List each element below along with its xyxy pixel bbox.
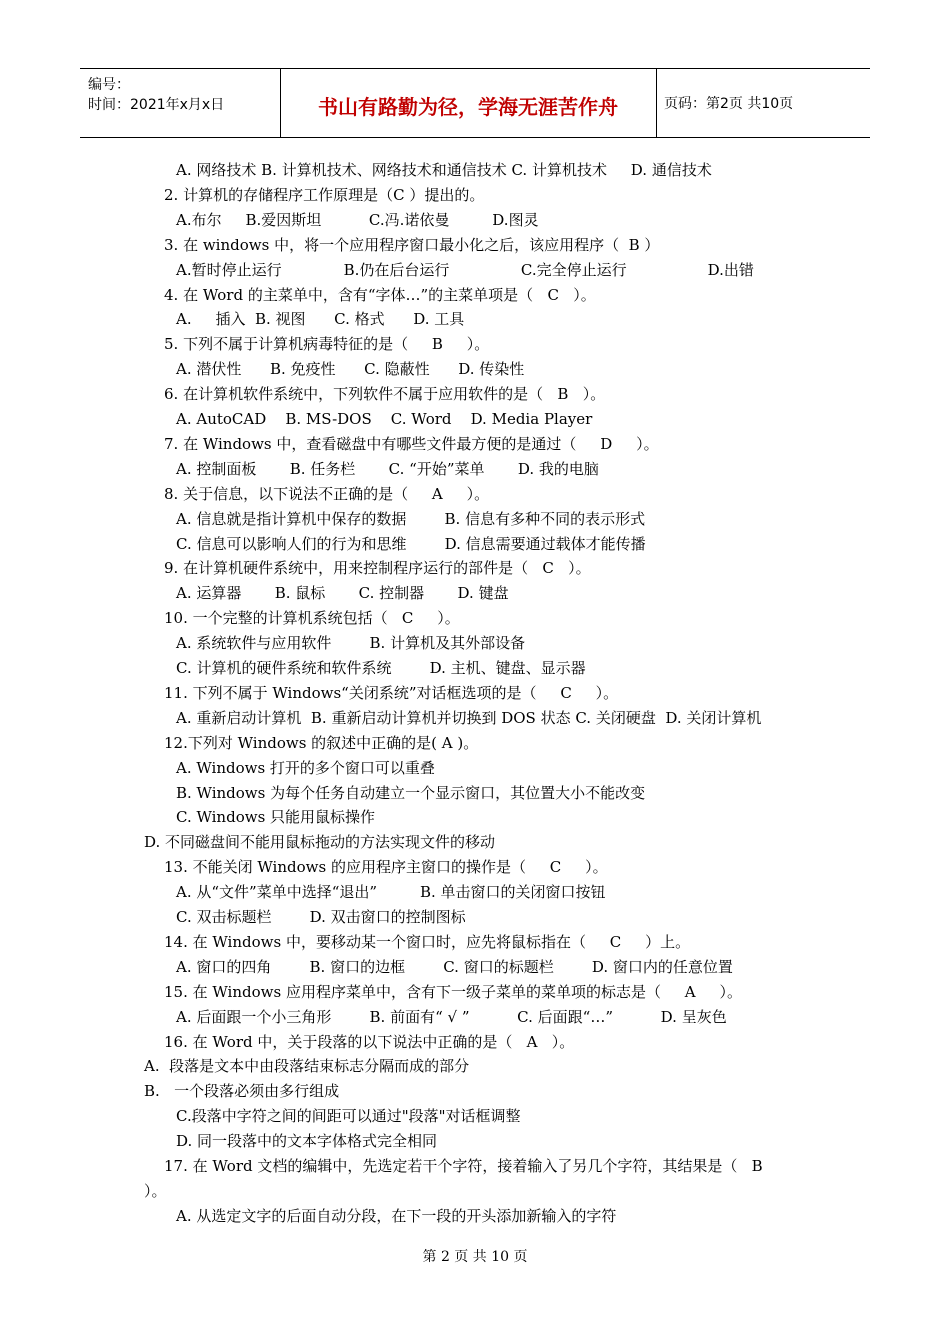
text-line: C. 信息可以影响人们的行为和思维 D. 信息需要通过载体才能传播 [176,534,646,553]
text-line: 3. 在 windows 中，将一个应用程序窗口最小化之后，该应用程序（ B ） [164,235,660,254]
header-meta [88,75,224,115]
text-line: A. 重新启动计算机 B. 重新启动计算机并切换到 DOS 状态 C. 关闭硬盘 D. 关闭计算机 [176,708,762,727]
text-line: A. 窗口的四角 B. 窗口的边框 C. 窗口的标题栏 D. 窗口内的任意位置 [176,957,733,976]
text-line: 16. 在 Word 中，关于段落的以下说法中正确的是（ A ）。 [164,1032,575,1051]
text-line: 5. 下列不属于计算机病毒特征的是（ B ）。 [164,335,490,354]
text-line: 12.下列对 Windows 的叙述中正确的是( A )。 [164,733,479,752]
text-line: 6. 在计算机软件系统中，下列软件不属于应用软件的是（ B ）。 [164,385,606,404]
text-line: A. 网络技术 B. 计算机技术、网络技术和通信技术 C. 计算机技术 D. 通信技术 [176,161,712,179]
text-line: B. 一个段落必须由多行组成 [144,1082,340,1101]
text-line: A. 段落是文本中由段落结束标志分隔而成的部分 [144,1057,470,1076]
text-line: 11. 下列不属于 Windows“关闭系统”对话框选项的是（ C ）。 [164,683,619,702]
text-line: C.段落中字符之间的间距可以通过"段落"对话框调整 [176,1107,521,1126]
text-line: A.布尔 B.爱因斯坦 C.冯.诺依曼 D.图灵 [176,210,539,229]
text-line: C. 计算机的硬件系统和软件系统 D. 主机、键盘、显示器 [176,659,586,677]
text-line: C. 双击标题栏 D. 双击窗口的控制图标 [176,908,466,926]
header-page-label: 页码：第2页 共10页 [664,96,794,112]
text-line: A.暂时停止运行 B.仍在后台运行 C.完全停止运行 D.出错 [176,260,754,279]
text-line: 8. 关于信息，以下说法不正确的是（ A ）。 [164,484,490,503]
text-line: 10. 一个完整的计算机系统包括（ C ）。 [164,609,460,628]
text-line: D. 不同磁盘间不能用鼠标拖动的方法实现文件的移动 [144,833,496,852]
text-line: A. Windows 打开的多个窗口可以重叠 [176,758,435,777]
text-line: A. 控制面板 B. 任务栏 C. “开始”菜单 D. 我的电脑 [176,459,599,478]
text-line: D. 同一段落中的文本字体格式完全相同 [176,1132,438,1151]
text-line: 9. 在计算机硬件系统中，用来控制程序运行的部件是（ C ）。 [164,559,591,578]
text-line: 13. 不能关闭 Windows 的应用程序主窗口的操作是（ C ）。 [164,858,608,877]
header-number: 编号： [88,77,130,93]
text-line: A. 后面跟一个小三角形 B. 前面有“ √ ” C. 后面跟“…” D. 呈灰色 [176,1007,727,1026]
page-footer: 第 2 页 共 10 页 [422,1249,528,1265]
header-divider [656,69,657,137]
text-line: 2. 计算机的存储程序工作原理是（C ）提出的。 [164,185,485,204]
text-line: 14. 在 Windows 中，要移动某一个窗口时，应先将鼠标指在（ C ）上。 [164,932,691,951]
text-line: A. 潜伏性 B. 免疫性 C. 隐蔽性 D. 传染性 [176,360,525,379]
page-header [80,68,870,138]
text-line: A. AutoCAD B. MS-DOS C. Word D. Media Player [176,410,593,428]
header-motto: 书山有路勤为径，学海无涯苦作舟 [318,95,618,119]
text-line: A. 系统软件与应用软件 B. 计算机及其外部设备 [176,634,526,653]
text-line: 4. 在 Word 的主菜单中，含有“字体…”的主菜单项是（ C ）。 [164,285,596,304]
text-line: A. 从选定文字的后面自动分段，在下一段的开头添加新输入的字符 [176,1206,617,1225]
text-line: A. 运算器 B. 鼠标 C. 控制器 D. 键盘 [176,584,509,603]
text-line: B. Windows 为每个任务自动建立一个显示窗口，其位置大小不能改变 [176,783,646,802]
text-line: ）。 [144,1181,167,1200]
text-line: C. Windows 只能用鼠标操作 [176,808,376,827]
text-line: A. 从“文件”菜单中选择“退出” B. 单击窗口的关闭窗口按钮 [176,883,606,902]
text-line: 7. 在 Windows 中，查看磁盘中有哪些文件最方便的是通过（ D ）。 [164,434,659,453]
text-line: 17. 在 Word 文档的编辑中，先选定若干个字符，接着输入了另几个字符，其结果是（ B [164,1157,763,1175]
text-line: 15. 在 Windows 应用程序菜单中，含有下一级子菜单的菜单项的标志是（ A ）。 [164,982,742,1001]
header-time: 时间：2021年x月x日 [88,97,225,113]
text-line: A. 插入 B. 视图 C. 格式 D. 工具 [176,310,465,329]
text-line: A. 信息就是指计算机中保存的数据 B. 信息有多种不同的表示形式 [176,509,646,528]
